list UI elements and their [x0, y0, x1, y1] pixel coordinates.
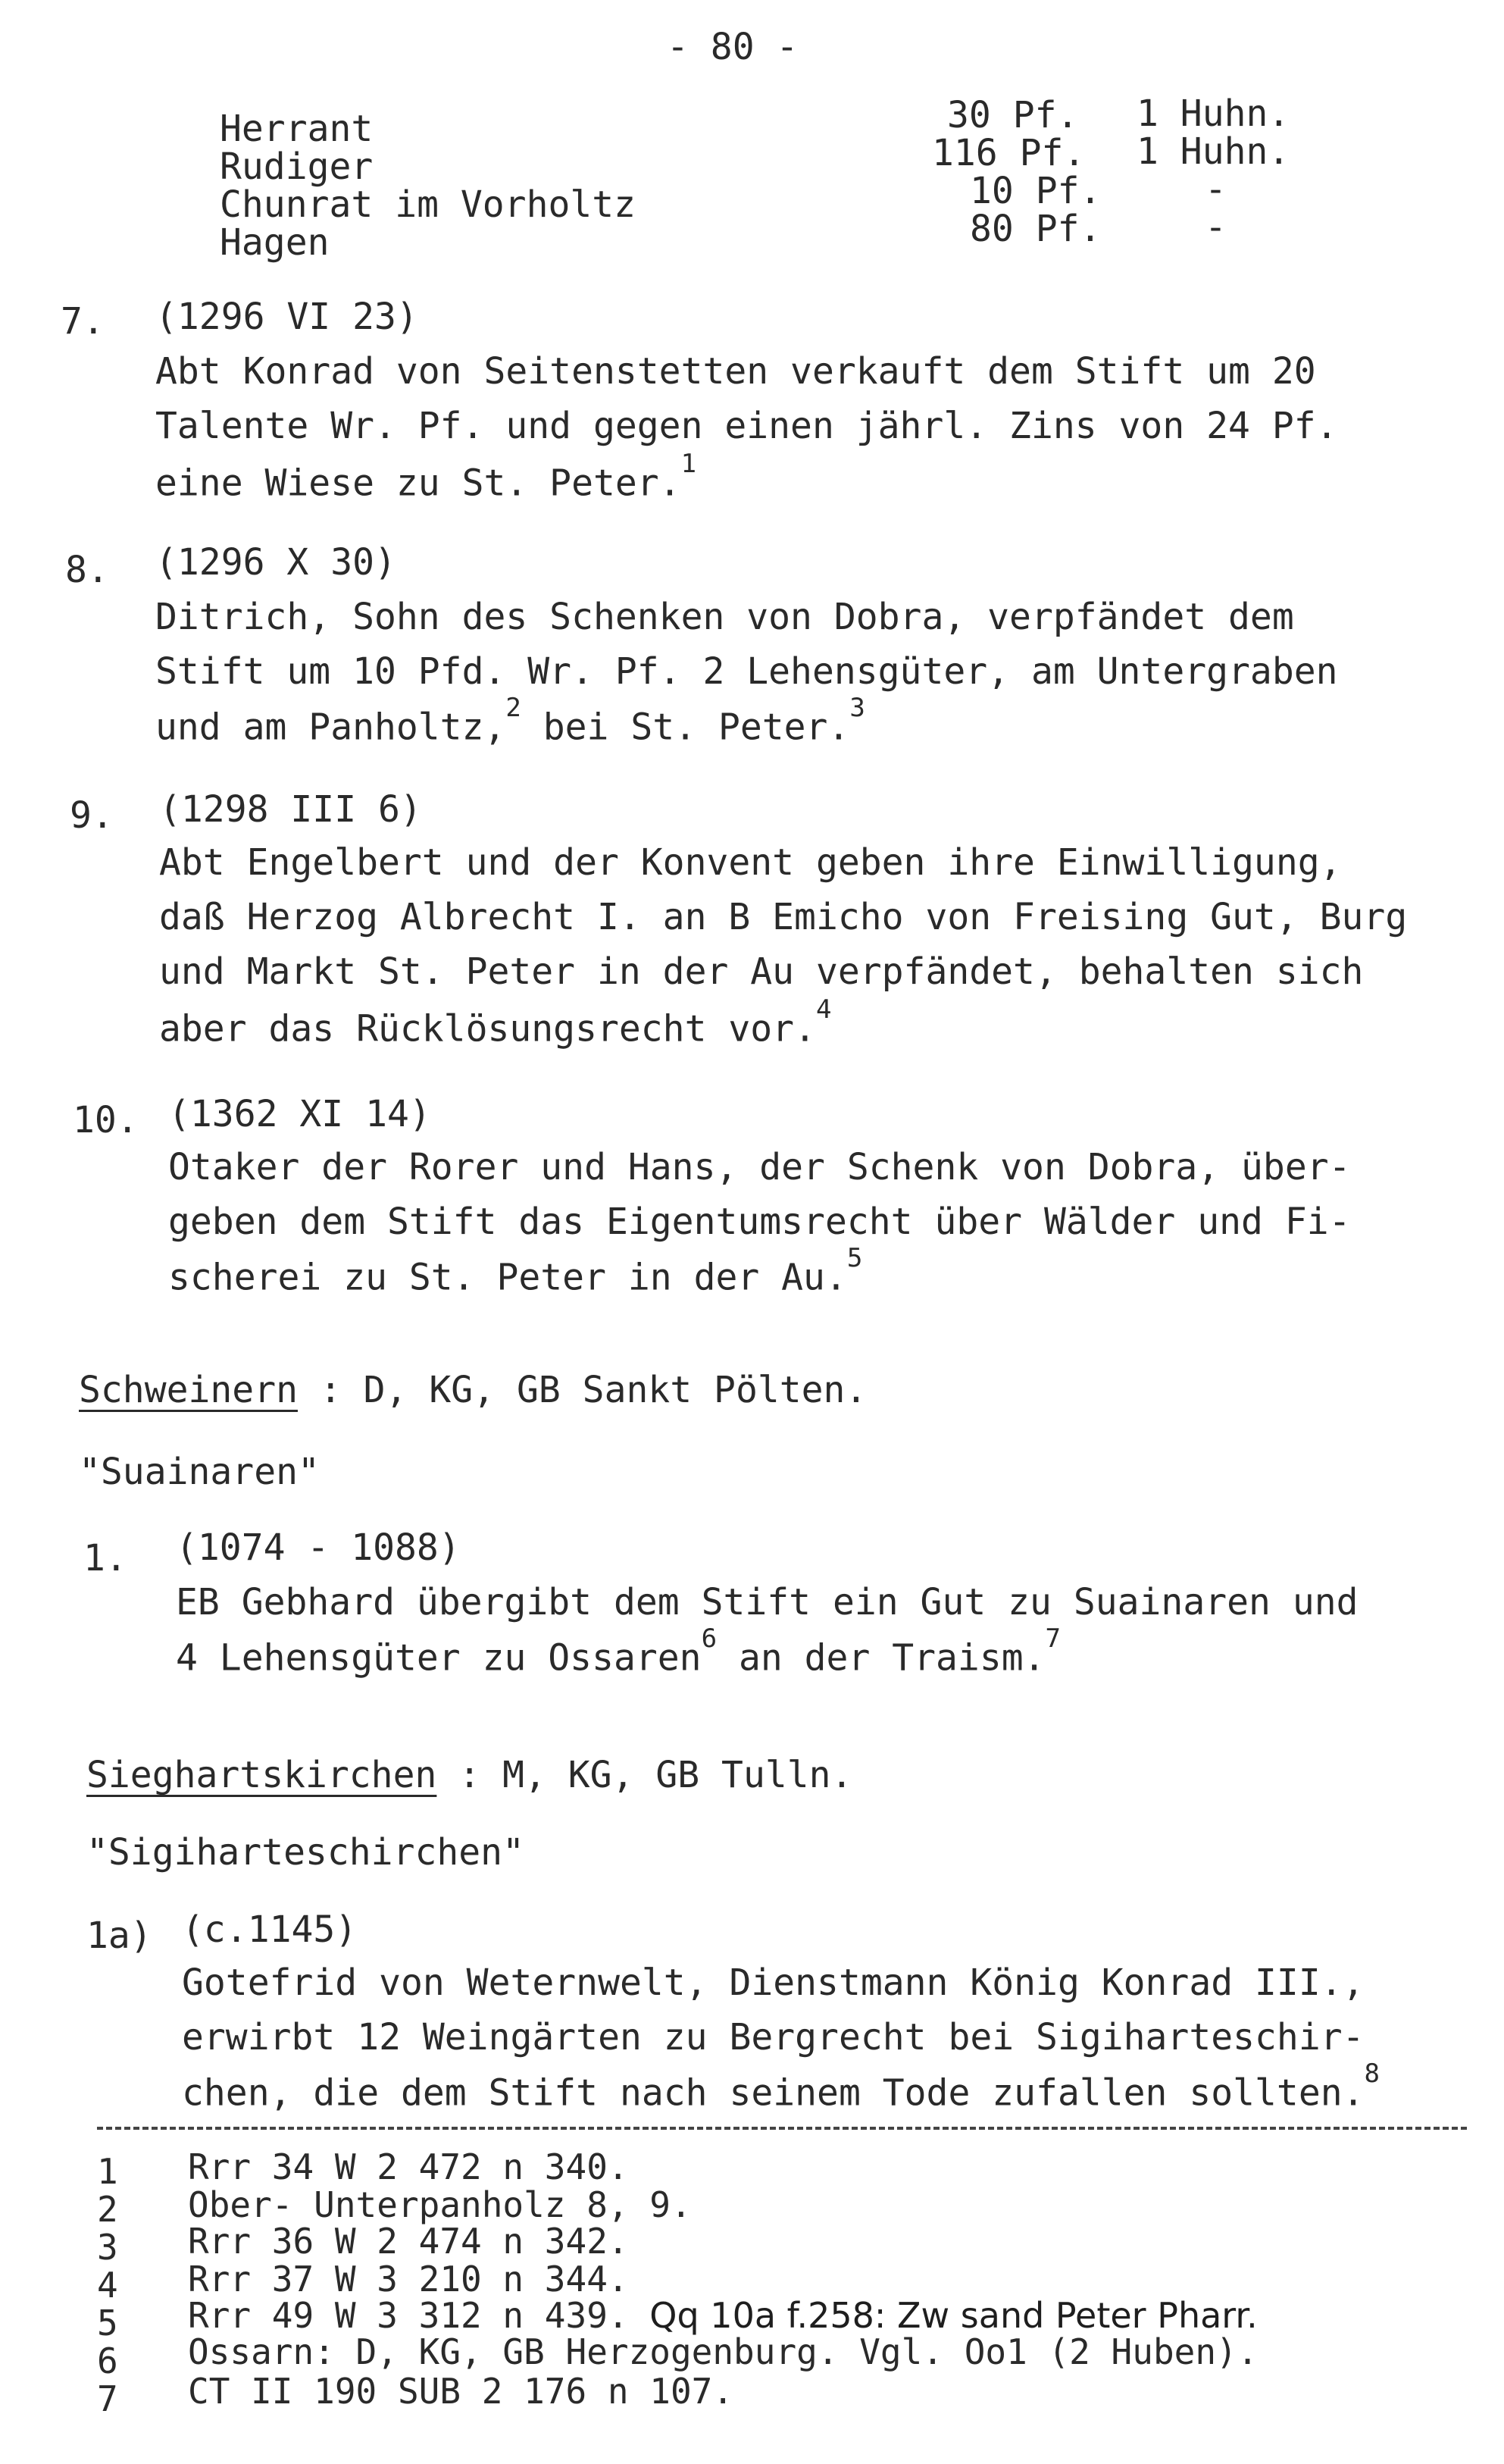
footnote-marker: 5	[846, 1243, 863, 1273]
footnote-separator	[97, 2127, 1467, 2130]
footnote-marker: 1	[680, 449, 697, 479]
footnote-number: 6	[97, 2340, 118, 2381]
footnote-marker: 7	[1045, 1623, 1062, 1654]
handwritten-note: Qq 10a f.258: Zw sand Peter Pharr.	[649, 2295, 1258, 2336]
entry-line: 4 Lehensgüter zu Ossaren$^6$ an der Traism.$^7$	[176, 1623, 1062, 1680]
section-heading	[79, 1369, 868, 1411]
tenant-name: Rudiger	[220, 146, 374, 188]
footnote-marker: 6	[701, 1623, 718, 1654]
footnote-marker: 4	[815, 994, 832, 1025]
place-info: : M, KG, GB Tulln.	[436, 1754, 853, 1796]
entry-date: (1296 VI 23)	[155, 296, 418, 338]
footnote-text: Rrr 49 W 3 312 n 439. Qq 10a f.258: Zw sand Peter Pharr.	[188, 2295, 1258, 2336]
old-place-name: "Sigiharteschirchen"	[86, 1831, 524, 1874]
tenant-name: Chunrat im Vorholtz	[220, 183, 636, 226]
entry-line: Gotefrid von Weternwelt, Dienstmann König Konrad III.,	[182, 1961, 1365, 2004]
old-place-name: "Suainaren"	[79, 1451, 320, 1493]
entry-line: chen, die dem Stift nach seinem Tode zufallen sollten.$^8$	[182, 2059, 1380, 2115]
tenant-extra: -	[1205, 168, 1227, 211]
entry-line: geben dem Stift das Eigentumsrecht über Wälder und Fi-	[168, 1201, 1351, 1243]
entry-line: aber das Rücklösungsrecht vor.$^4$	[159, 994, 832, 1050]
entry-date: (1362 XI 14)	[168, 1093, 431, 1135]
footnote-text: Rrr 36 W 2 474 n 342.	[188, 2221, 629, 2262]
entry-line: Ditrich, Sohn des Schenken von Dobra, verpfändet dem	[155, 596, 1294, 638]
entry-number: 8.	[65, 549, 109, 591]
entry-line: und Markt St. Peter in der Au verpfändet, behalten sich	[159, 950, 1364, 993]
entry-line: scherei zu St. Peter in der Au.$^5$	[168, 1243, 863, 1299]
footnote-text: CT II 190 SUB 2 176 n 107.	[188, 2371, 734, 2412]
tenant-extra: 1 Huhn.	[1137, 130, 1290, 173]
footnote-number: 1	[97, 2151, 118, 2192]
place-info: : D, KG, GB Sankt Pölten.	[297, 1369, 868, 1411]
entry-line: Otaker der Rorer und Hans, der Schenk von Dobra, über-	[168, 1146, 1351, 1188]
place-name: Schweinern	[79, 1369, 298, 1411]
footnote-text: Ober- Unterpanholz 8, 9.	[188, 2184, 692, 2225]
tenant-name: Hagen	[220, 221, 330, 264]
entry-date: (c.1145)	[182, 1908, 358, 1951]
entry-number: 1a)	[86, 1915, 152, 1957]
tenant-amount: 80 Pf.	[970, 208, 1102, 250]
footnote-text: Rrr 37 W 3 210 n 344.	[188, 2259, 629, 2300]
footnote-number: 4	[97, 2265, 118, 2306]
entry-line: eine Wiese zu St. Peter.$^1$	[155, 449, 697, 505]
entry-line: und am Panholtz,$^2$ bei St. Peter.$^3$	[155, 693, 865, 749]
footnote-number: 2	[97, 2189, 118, 2230]
entry-number: 10.	[73, 1099, 139, 1141]
tenant-extra: 1 Huhn.	[1137, 92, 1290, 135]
entry-date: (1298 III 6)	[159, 788, 422, 831]
entry-line: EB Gebhard übergibt dem Stift ein Gut zu Suainaren und	[176, 1581, 1359, 1623]
footnote-number: 5	[97, 2303, 118, 2343]
entry-number: 7.	[61, 300, 105, 343]
tenant-amount: 30 Pf.	[947, 94, 1079, 136]
entry-line: Talente Wr. Pf. und gegen einen jährl. Zins von 24 Pf.	[155, 405, 1338, 447]
entry-line: Abt Konrad von Seitenstetten verkauft dem Stift um 20	[155, 350, 1316, 393]
tenant-amount: 116 Pf.	[932, 132, 1086, 174]
section-heading	[86, 1754, 853, 1796]
footnote-text: Ossarn: D, KG, GB Herzogenburg. Vgl. Oo1 (2 Huben).	[188, 2331, 1259, 2372]
footnote-number: 3	[97, 2227, 118, 2268]
tenant-extra: -	[1205, 206, 1227, 249]
tenant-name: Herrant	[220, 108, 374, 150]
entry-line: erwirbt 12 Weingärten zu Bergrecht bei Sigiharteschir-	[182, 2016, 1365, 2059]
tenant-amount: 10 Pf.	[970, 170, 1102, 212]
footnote-number: 7	[97, 2378, 118, 2419]
footnote-marker: 3	[849, 693, 865, 723]
footnote-text: Rrr 34 W 2 472 n 340.	[188, 2146, 629, 2187]
entry-line: daß Herzog Albrecht I. an B Emicho von Freising Gut, Burg	[159, 896, 1408, 938]
entry-line: Abt Engelbert und der Konvent geben ihre Einwilligung,	[159, 841, 1342, 884]
page-number: - 80 -	[667, 26, 799, 68]
place-name: Sieghartskirchen	[86, 1754, 437, 1796]
entry-date: (1296 X 30)	[155, 541, 396, 584]
footnote-marker: 2	[505, 693, 521, 723]
entry-date: (1074 - 1088)	[176, 1526, 461, 1569]
entry-line: Stift um 10 Pfd. Wr. Pf. 2 Lehensgüter, am Untergraben	[155, 650, 1338, 693]
entry-number: 1.	[83, 1537, 127, 1580]
footnote-marker: 8	[1364, 2059, 1380, 2089]
entry-number: 9.	[70, 794, 114, 837]
